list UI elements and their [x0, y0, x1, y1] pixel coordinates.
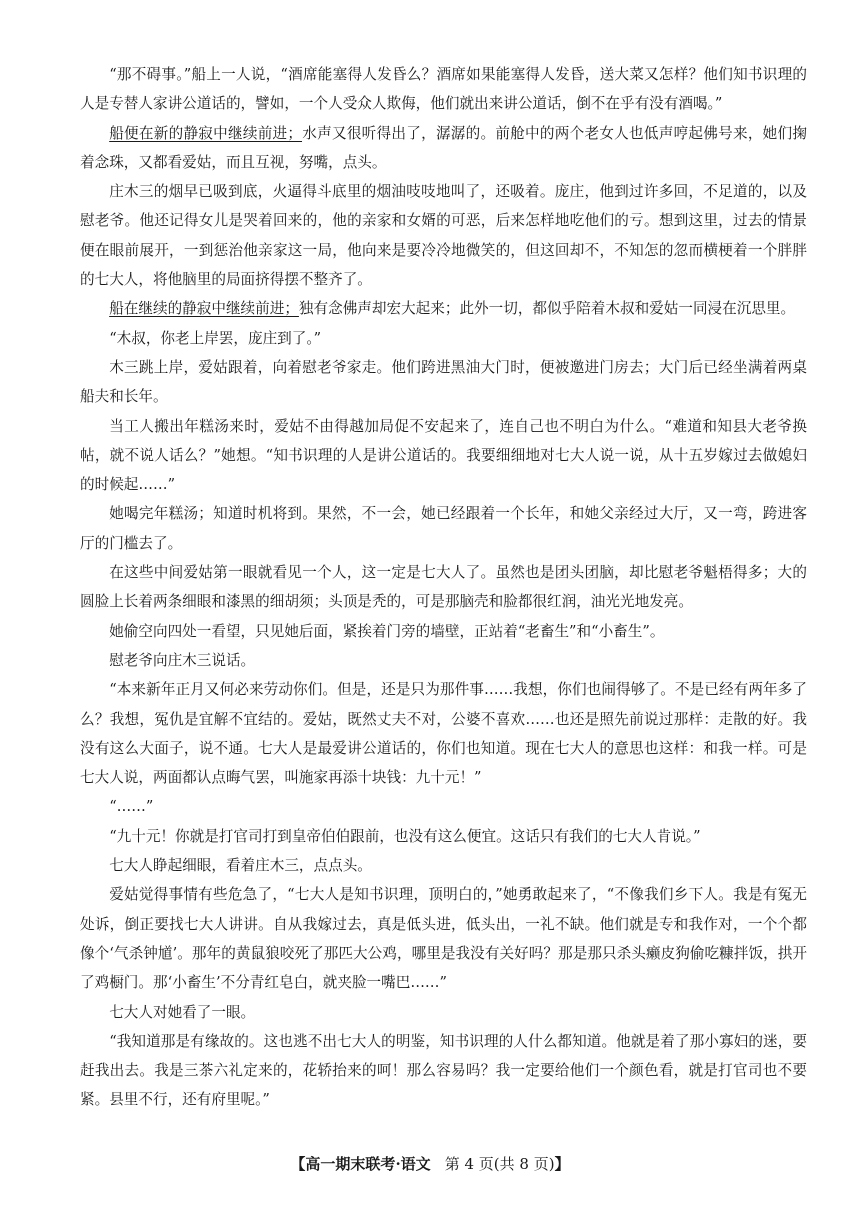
- paragraph-3: 庄木三的烟早已吸到底，火逼得斗底里的烟油吱吱地叫了，还吸着。庞庄，他到过许多回，不足道的，以及慰老爷。他还记得女儿是哭着回来的，他的亲家和女婿的可恶，后来怎样地吃他们的亏。想到这里，过去的情景便在眼前展开，一到惩治他亲家这一局，他向来是要冷冷地微笑的，但这回却不，不知怎的忽而横梗着一个胖胖的七大人，将他脑里的局面挤得摆不整齐了。: [80, 183, 807, 289]
- underlined-sentence: 船便在新的静寂中继续前进；: [109, 124, 303, 142]
- paragraph-9: 在这些中间爱姑第一眼就看见一个人，这一定是七大人了。虽然也是团头团脑，却比慰老爷魁梧得多；大的圆脸上长着两条细眼和漆黑的细胡须；头顶是秃的，可是那脑壳和脸都很红润，油光光地发亮。: [80, 564, 807, 611]
- paragraph-18: “我知道那是有缘故的。这也逃不出七大人的明鉴，知书识理的人什么都知道。他就是着了那小寡妇的迷，要赶我出去。我是三茶六礼定来的，花轿抬来的呵！那么容易吗？我一定要给他们一个颜色看，就是打官司也不要紧。县里不行，还有府里呢。”: [80, 1032, 807, 1109]
- page-number: 第 4 页(共 8 页): [444, 1155, 555, 1173]
- exam-title: 高一期末联考: [305, 1155, 396, 1173]
- underlined-sentence: 船在继续的静寂中继续前进；: [109, 300, 299, 318]
- paragraph-8: 她喝完年糕汤；知道时机将到。果然，不一会，她已经跟着一个长年，和她父亲经过大厅，又一弯，跨进客厅的门槛去了。: [80, 505, 807, 552]
- page-footer: 【高一期末联考·语文 第 4 页(共 8 页)】: [290, 1155, 570, 1173]
- paragraph-10: 她偷空向四处一看望，只见她后面，紧挨着门旁的墙壁，正站着“老畜生”和“小畜生”。: [109, 622, 665, 640]
- paragraph-2: 船便在新的静寂中继续前进；水声又很听得出了，潺潺的。前舱中的两个老女人也低声哼起佛号来，她们掬着念珠，又都看爱姑，而且互视，努嘴，点头。: [80, 124, 807, 171]
- paragraph-7: 当工人搬出年糕汤来时，爱姑不由得越加局促不安起来了，连自己也不明白为什么。“难道和知县大老爷换帖，就不说人话么？”她想。“知书识理的人是讲公道话的。我要细细地对七大人说一说，从十五岁嫁过去做媳妇的时候起……”: [80, 417, 807, 494]
- paragraph-5: “木叔，你老上岸罢，庞庄到了。”: [109, 329, 322, 347]
- paragraph-15: 七大人睁起细眼，看着庄木三，点点头。: [109, 857, 372, 875]
- document-body: [80, 60, 807, 1115]
- paragraph-12: “本来新年正月又何必来劳动你们。但是，还是只为那件事……我想，你们也闹得够了。不是已经有两年多了么？我想，冤仇是宜解不宜结的。爱姑，既然丈夫不对，公婆不喜欢……也还是照先前说过那样：走散的好。我没有这么大面子，说不通。七大人是最爱讲公道话的，你们也知道。现在七大人的意思也这样：和我一样。可是七大人说，两面都认点晦气罢，叫施家再添十块钱：九十元！”: [80, 681, 807, 787]
- paragraph-16: 爱姑觉得事情有些危急了，“七大人是知书识理，顶明白的，”她勇敢起来了，“不像我们乡下人。我是有冤无处诉，倒正要找七大人讲讲。自从我嫁过去，真是低头进，低头出，一礼不缺。他们就是专和我作对，一个个都像个‘气杀钟馗’。那年的黄鼠狼咬死了那匹大公鸡，哪里是我没有关好吗？那是那只杀头癞皮狗偷吃糠拌饭，拱开了鸡橱门。那‘小畜生’不分青红皂白，就夹脸一嘴巴……”: [80, 886, 807, 992]
- subject-name: 语文: [400, 1155, 431, 1173]
- paragraph-1: “那不碍事。”船上一人说，“酒席能塞得人发昏么？酒席如果能塞得人发昏，送大菜又怎样？他们知书识理的人是专替人家讲公道话的，譬如，一个人受众人欺侮，他们就出来讲公道话，倒不在乎有没有酒喝。”: [80, 66, 807, 113]
- paragraph-14: “九十元！你就是打官司打到皇帝伯伯跟前，也没有这么便宜。这话只有我们的七大人肯说。”: [109, 827, 701, 845]
- paragraph-17: 七大人对她看了一眼。: [109, 1003, 256, 1021]
- paragraph-13: “……”: [109, 798, 154, 816]
- paragraph-6: 木三跳上岸，爱姑跟着，向着慰老爷家走。他们跨进黑油大门时，便被邀进门房去；大门后已经坐满着两桌船夫和长年。: [80, 358, 807, 406]
- paragraph-11: 慰老爷向庄木三说话。: [109, 651, 256, 669]
- paragraph-4: 船在继续的静寂中继续前进；独有念佛声却宏大起来；此外一切，都似乎陪着木叔和爱姑一同浸在沉思里。: [109, 300, 796, 318]
